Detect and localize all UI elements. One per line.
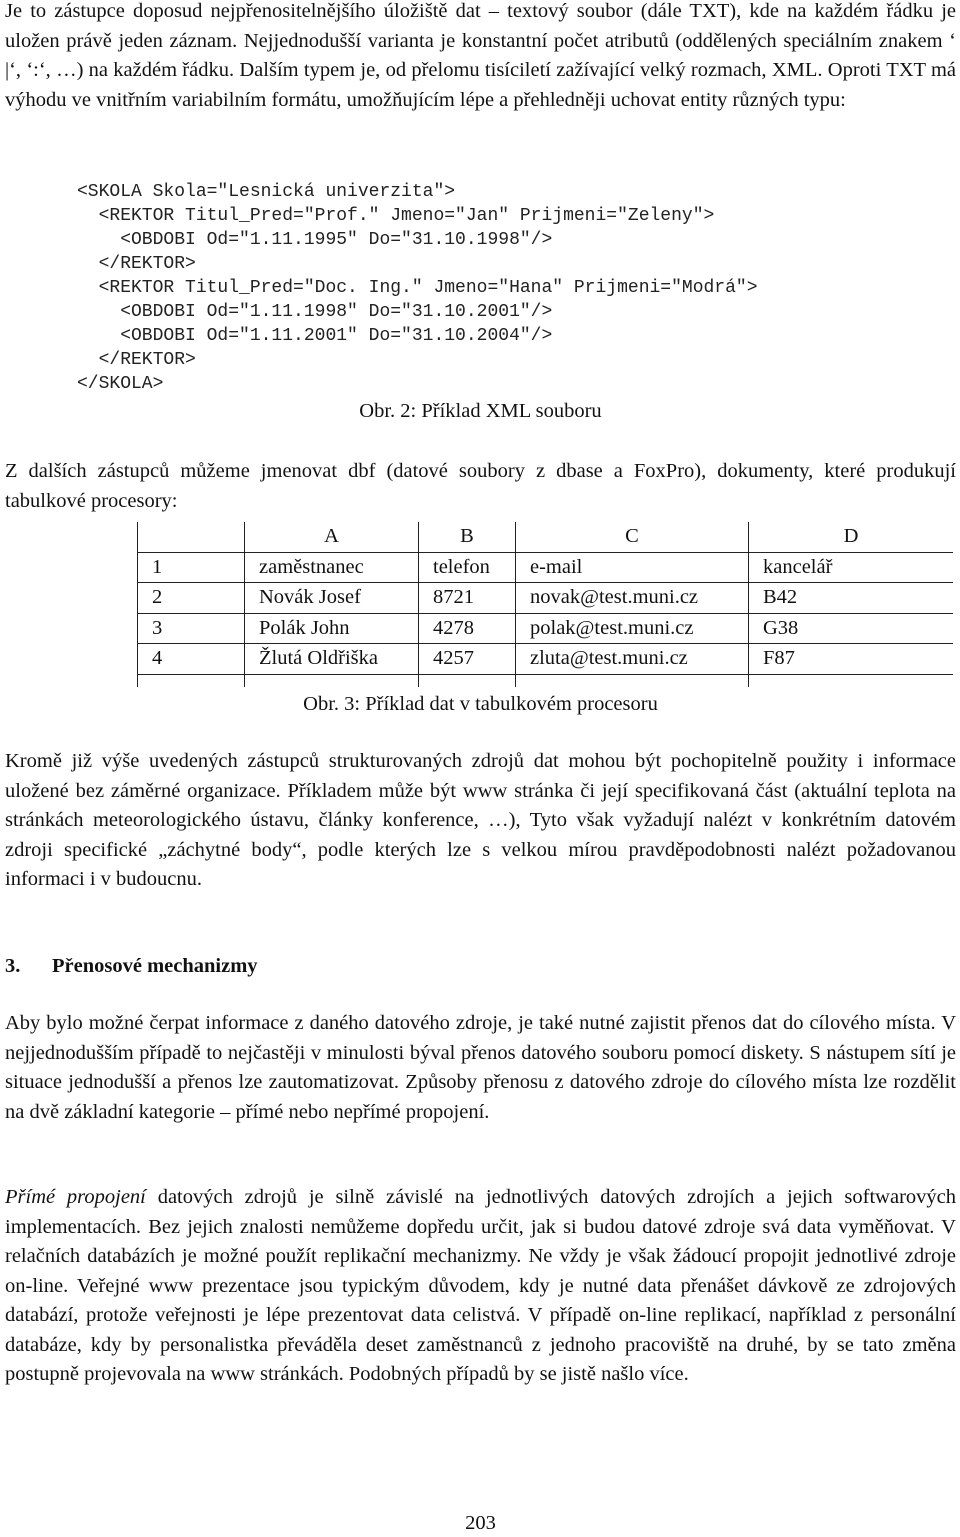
header-cell: A [245, 522, 419, 552]
table-cell: 1 [138, 552, 245, 583]
figure-caption-xml: Obr. 2: Příklad XML souboru [359, 400, 602, 422]
table-cell: 3 [138, 613, 245, 644]
header-cell: C [516, 522, 749, 552]
table-cell: Polák John [245, 613, 419, 644]
table-cell: novak@test.muni.cz [516, 583, 749, 614]
table-cell [749, 674, 954, 687]
spreadsheet-table [137, 522, 953, 687]
table-row [138, 552, 954, 583]
paragraph-text: datových zdrojů je silně závislé na jednotlivých datových zdrojích a jejich softwarových implementacích. Bez jejich znalosti nemůžeme dopředu určit, jak si budou datové zdroje svá data vyměňovat. V relačních databázích je možné použít replikační mechanizmy. Ne vždy je však žádoucí propojit jednotlivé zdroje on-line. Veřejné www prezentace jsou typickým důvodem, kdy je nutné data přenášet dávkově ze zdrojových databází, protože veřejnosti je lépe prezentovat data celistvá. V případě on-line replikací, například z personální databáze, kdy by personalistka převáděla deset zaměstnanců z jednoho pracoviště na druhé, by se tato změna postupně projevovala na www stránkách. Podobných případů by se jistě našlo více. [5, 1186, 956, 1385]
section-title: Přenosové mechanizmy [52, 955, 258, 977]
table-cell: 8721 [419, 583, 516, 614]
table-row-empty [138, 674, 954, 687]
table-cell: G38 [749, 613, 954, 644]
paragraph-dbf: Z dalších zástupců můžeme jmenovat dbf (datové soubory z dbase a FoxPro), dokumenty, které produkují tabulkové procesory: [5, 460, 956, 512]
header-cell: B [419, 522, 516, 552]
table-cell [419, 674, 516, 687]
table-row [138, 613, 954, 644]
table-cell: zaměstnanec [245, 552, 419, 583]
table-cell [516, 674, 749, 687]
table-cell: 4278 [419, 613, 516, 644]
paragraph-direct-connection [5, 1183, 956, 1390]
spreadsheet-header-row [138, 522, 954, 552]
header-cell [138, 522, 245, 552]
table-row [138, 583, 954, 614]
header-cell: D [749, 522, 954, 552]
table-cell: polak@test.muni.cz [516, 613, 749, 644]
table-cell: Žlutá Oldřiška [245, 644, 419, 675]
paragraph-transfer: Aby bylo možné čerpat informace z daného datového zdroje, je také nutné zajistit přenos dat do cílového místa. V nejjednodušším případě to nejčastěji v minulosti býval přenos datového souboru pomocí diskety. S nástupem sítí je situace jednodušší a přenos lze zautomatizovat. Způsoby přenosu z datového zdroje do cílového místa lze rozdělit na dvě základní kategorie – přímé nebo nepřímé propojení. [5, 1012, 956, 1123]
table-cell: B42 [749, 583, 954, 614]
table-cell: zluta@test.muni.cz [516, 644, 749, 675]
xml-code-example: <SKOLA Skola="Lesnická univerzita"> <REKTOR Titul_Pred="Prof." Jmeno="Jan" Prijmeni="Zeleny"> <OBDOBI Od="1.11.1995" Do="31.10.1998"/> </REKTOR> <REKTOR Titul_Pred="Doc. Ing." Jmeno="Hana" Prijmeni="Modrá"> <OBDOBI Od="1.11.1998" Do="31.10.2001"/> <OBDOBI Od="1.11.2001" Do="31.10.2004"/> </REKTOR> </SKOLA> [77, 182, 758, 394]
table-row [138, 644, 954, 675]
table-cell: 2 [138, 583, 245, 614]
term-direct-connection: Přímé propojení [5, 1186, 146, 1208]
section-heading [5, 952, 258, 981]
table-cell: 4257 [419, 644, 516, 675]
table-cell: kancelář [749, 552, 954, 583]
page-number: 203 [465, 1512, 496, 1534]
section-number: 3. [5, 955, 21, 977]
paragraph-txt-xml: Je to zástupce doposud nejpřenositelnějšího úložiště dat – textový soubor (dále TXT), kde na každém řádku je uložen právě jeden záznam. Nejjednodušší varianta je konstantní počet atributů (oddělených speciálním znakem ‘ |‘, ‘:‘, …) na každém řádku. Dalším typem je, od přelomu tisíciletí zažívající velký rozmach, XML. Oproti TXT má výhodu ve vnitřním variabilním formátu, umožňujícím lépe a přehledněji uchovat entity různých typu: [5, 0, 956, 111]
table-cell: 4 [138, 644, 245, 675]
figure-caption-spreadsheet: Obr. 3: Příklad dat v tabulkovém procesoru [303, 693, 658, 715]
table-cell: telefon [419, 552, 516, 583]
table-cell: F87 [749, 644, 954, 675]
table-cell: e-mail [516, 552, 749, 583]
table-cell [138, 674, 245, 687]
table-cell: Novák Josef [245, 583, 419, 614]
paragraph-unstructured: Kromě již výše uvedených zástupců strukturovaných zdrojů dat mohou být pochopitelně použity i informace uložené bez záměrné organizace. Příkladem může být www stránka či její specifikovaná část (aktuální teplota na stránkách meteorologického ústavu, články konference, …), Tyto však vyžadují nalézt v konkrétním datovém zdroji specifické „záchytné body“, podle kterých lze s velkou mírou pravděpodobnosti nalézt požadovanou informaci i v budoucnu. [5, 750, 956, 890]
table-cell [245, 674, 419, 687]
